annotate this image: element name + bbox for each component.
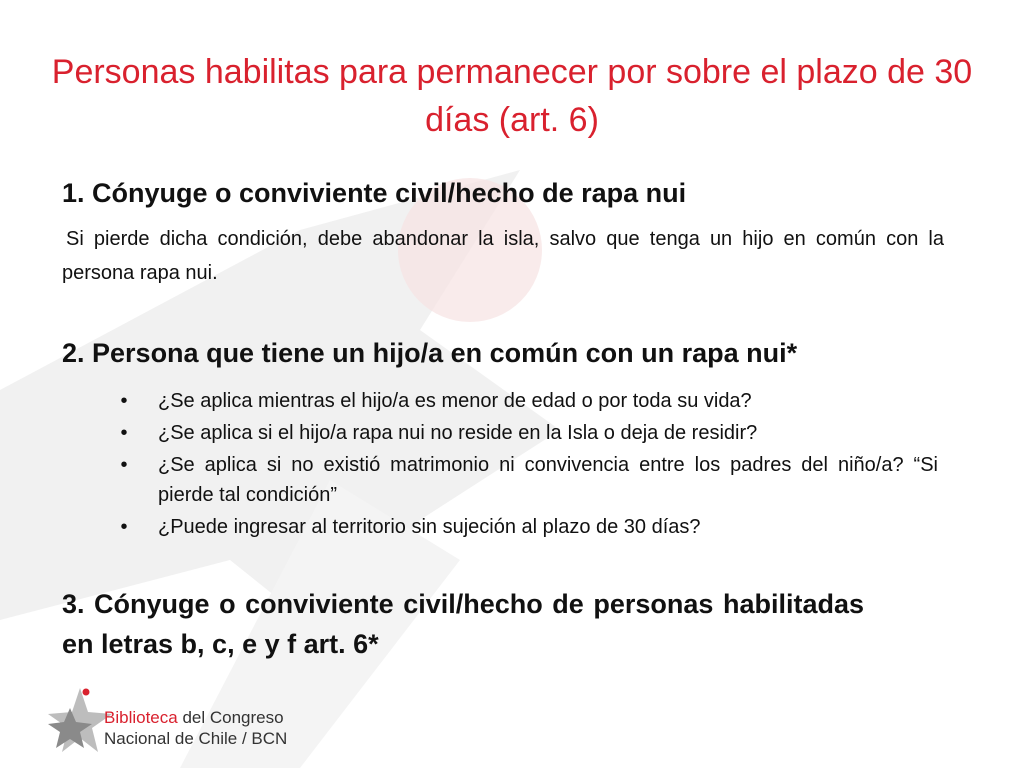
bullet-text: ¿Se aplica mientras el hijo/a es menor de edad o por toda su vida? [158, 390, 752, 412]
bullet-text: ¿Puede ingresar al territorio sin sujeción al plazo de 30 días? [158, 516, 701, 538]
section-2-bullet-list [114, 386, 938, 544]
bullet-item [114, 386, 938, 416]
bullet-item [114, 418, 938, 448]
section-1-heading: 1. Cónyuge o conviviente civil/hecho de rapa nui [62, 178, 687, 208]
bullet-icon: • [120, 516, 128, 538]
slide-title: Personas habilitas para permanecer por sobre el plazo de 30 días (art. 6) [51, 53, 973, 139]
bullet-text: ¿Se aplica si el hijo/a rapa nui no reside en la Isla o deja de residir? [158, 422, 758, 444]
bullet-text: ¿Se aplica si no existió matrimonio ni convivencia entre los padres del niño/a? “Si pierde tal condición” [158, 454, 938, 506]
logo-dot [83, 689, 90, 696]
logo-text [104, 707, 287, 749]
logo-line-2: Nacional de Chile / BCN [104, 729, 288, 748]
section-1-body: Si pierde dicha condición, debe abandonar la isla, salvo que tenga un hijo en común con la persona rapa nui. [62, 228, 944, 284]
bullet-icon: • [120, 422, 128, 444]
logo-accent-word: Biblioteca [104, 708, 178, 727]
bullet-icon: • [120, 454, 128, 476]
bullet-icon: • [120, 390, 128, 412]
logo-line-1 [104, 707, 287, 728]
section-3-heading: 3. Cónyuge o conviviente civil/hecho de personas habilitadas en letras b, c, e y f art. 6* [62, 589, 864, 659]
bullet-item [114, 512, 938, 542]
section-2-heading: 2. Persona que tiene un hijo/a en común con un rapa nui* [62, 338, 798, 368]
bullet-item [114, 450, 938, 510]
logo-line-1-rest: del Congreso [177, 708, 284, 727]
